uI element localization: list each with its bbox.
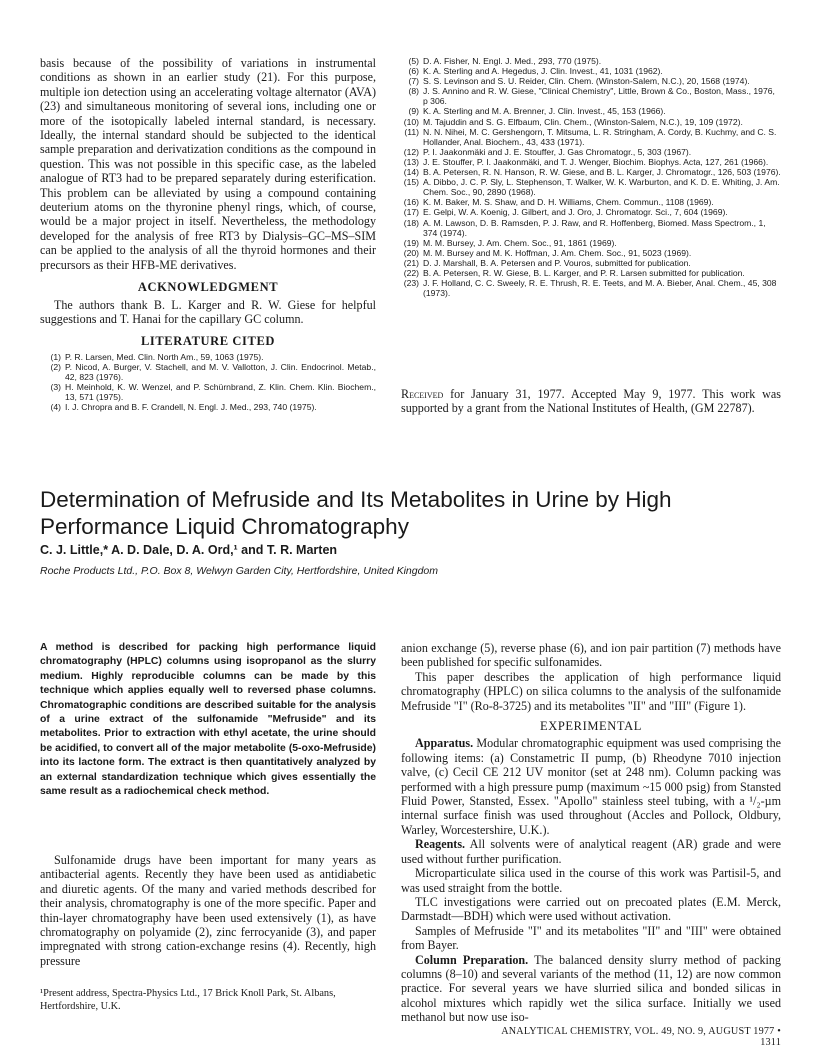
reference-item bbox=[398, 258, 782, 268]
reference-text: J. F. Holland, C. C. Sweely, R. E. Thrush, R. E. Teets, and M. A. Bieber, Anal. Chem., 45, 308 (1973). bbox=[423, 278, 777, 299]
reference-text: M. M. Bursey and M. K. Hoffman, J. Am. Chem. Soc., 91, 5023 (1969). bbox=[423, 247, 692, 258]
reference-item bbox=[398, 66, 782, 76]
reference-number: (10) bbox=[403, 116, 419, 127]
reference-text: K. M. Baker, M. S. Shaw, and D. H. Williams, Chem. Commun., 1108 (1969). bbox=[423, 197, 714, 208]
column-prep-text: The balanced density slurry method of packing columns (8–10) and several variants of the method (11, 12) are now common practice. For several years we have slurried silica and bonded silicas in alcohol mixtures which rapidly wet the silica surface. Initially we used methanol but now use iso- bbox=[401, 952, 781, 1025]
right-body-column bbox=[401, 641, 781, 1025]
reference-item bbox=[398, 268, 782, 278]
intro-column bbox=[40, 853, 376, 968]
reference-item bbox=[398, 207, 782, 217]
reference-text: M. Tajuddin and S. G. Elfbaum, Clin. Chem., (Winston-Salem, N.C.), 19, 109 (1972). bbox=[423, 116, 743, 127]
reference-number: (14) bbox=[403, 167, 419, 178]
reference-number: (4) bbox=[50, 402, 61, 413]
reference-text: K. A. Sterling and M. A. Brenner, J. Clin. Invest., 45, 153 (1966). bbox=[423, 106, 666, 117]
body-paragraph: basis because of the possibility of variations in instrumental conditions as shown in an earlier study (21). For this purpose, multiple ion detection using an accelerating voltage alternator (AVA) (23) and simultaneous monitoring of several ions, including one or more of the isotopically labeled internal standard, is necessary. Ideally, the internal standard should be subjected to the identical sample preparation and derivatization conditions as the compound in question. This was not possible in this specific case, as the labeled analogue of RT3 had to be prepared separately during esterification. This problem can be alleviated by using a compound containing deuterium atoms on the thyronine phenyl rings, which, of course, would be a major project in itself. Nevertheless, the methodology developed for the analysis of free RT3 by Dialysis–GC–MS–SIM can be applied to the analysis of all the thyroid hormones and their precursors as their HFB-ME derivatives. bbox=[40, 56, 376, 272]
reference-text: B. A. Petersen, R. N. Hanson, R. W. Giese, and B. L. Karger, J. Chromatogr., 126, 503 (1976). bbox=[423, 167, 781, 178]
reference-item bbox=[398, 218, 782, 238]
reference-number: (22) bbox=[403, 267, 419, 278]
column-prep-paragraph bbox=[401, 953, 781, 1025]
reference-text: D. A. Fisher, N. Engl. J. Med., 293, 770 (1975). bbox=[423, 56, 602, 66]
reference-number: (20) bbox=[403, 247, 419, 258]
footnote: ¹Present address, Spectra-Physics Ltd., 17 Brick Knoll Park, St. Albans, Hertfordshire, U.K. bbox=[40, 988, 336, 1012]
reference-number: (7) bbox=[408, 76, 419, 87]
reference-text: N. N. Nihei, M. C. Gershengorn, T. Mitsuma, L. R. Stringham, A. Cordy, B. Kuchmy, and C. S. Hollander, Anal. Biochem., 43, 433 (1971). bbox=[423, 126, 777, 147]
reference-number: (11) bbox=[404, 126, 419, 137]
reference-number: (8) bbox=[408, 86, 419, 97]
literature-cited-heading: LITERATURE CITED bbox=[140, 334, 276, 349]
apparatus-heading: Apparatus. bbox=[415, 736, 474, 751]
reference-item bbox=[398, 238, 782, 248]
reference-number: (3) bbox=[50, 382, 61, 392]
reference-number: (17) bbox=[403, 207, 419, 218]
received-text: for January 31, 1977. Accepted May 9, 1977. This work was supported by a grant from the National Institutes of Health, (GM 22787). bbox=[401, 387, 781, 416]
acknowledgment-text: The authors thank B. L. Karger and R. W. Giese for helpful suggestions and T. Hanai for the capillary GC column. bbox=[40, 297, 376, 326]
reference-number: (16) bbox=[403, 197, 419, 208]
reference-text: P. I. Jaakonmäki and J. E. Stouffer, J. Gas Chromatogr., 5, 303 (1967). bbox=[423, 146, 692, 157]
reference-text: H. Meinhold, K. W. Wenzel, and P. Schürnbrand, Z. Klin. Chem. Klin. Biochem., 13, 571 (1975). bbox=[65, 382, 376, 403]
reference-item bbox=[398, 127, 782, 147]
abstract: A method is described for packing high performance liquid chromatography (HPLC) columns using isopropanol as the slurry medium. Highly reproducible columns can be made by this technique which applies equally well to reversed phase columns. Chromatographic conditions are described suitable for the analysis of a urine extract of the sulfonamide "Mefruside" and its metabolites. Prior to extraction with ethyl acetate, the urine should be acidified, to convert all of the major metabolite (5-oxo-Mefruside) into its lactone form. The extract is then quantitatively analyzed by an external standardization technique which gives essentially the same result as a radiochemical check method. bbox=[40, 642, 376, 798]
reference-item bbox=[398, 157, 782, 167]
reference-list-left bbox=[40, 352, 376, 413]
reference-number: (9) bbox=[408, 106, 419, 117]
reference-text: P. Nicod, A. Burger, V. Stachell, and M. V. Vallotton, J. Clin. Endocrinol. Metab., 42, 823 (1976). bbox=[65, 361, 376, 382]
reference-item bbox=[40, 362, 376, 382]
reference-text: J. S. Annino and R. W. Giese, "Clinical Chemistry", Little, Brown & Co., Boston, Mass., 1976, p 306. bbox=[423, 86, 775, 107]
reagents-paragraph bbox=[401, 837, 781, 866]
intro-paragraph: Sulfonamide drugs have been important for many years as antibacterial agents. Recently they have been used as antidiabetic and diuretic agents. Of the many and varied methods described for their analysis, chromatography is one of the more specific. Paper and thin-layer chromatography have been used extensively (1), as have chromatography on polyamide (2), zinc ferrocyanide (3), and paper impregnated with strong cation-exchange resins (4). Recently, high pressure bbox=[40, 853, 376, 968]
reference-item bbox=[398, 177, 782, 197]
reference-number: (23) bbox=[403, 278, 419, 289]
reference-number: (1) bbox=[50, 351, 61, 362]
reference-text: A. Dibbo, J. C. P. Sly, L. Stephenson, T. Walker, W. K. Warburton, and K. D. E. Whiting, J. Am. Chem. Soc., 90, 2890 (1968). bbox=[423, 177, 780, 198]
reference-item bbox=[398, 167, 782, 177]
reference-number: (18) bbox=[403, 217, 419, 228]
apparatus-text: Modular chromatographic equipment was used comprising the following items: (a) Constametric II pump, (b) Rheodyne 7010 injection valve, (c) Cecil CE 212 UV monitor (set at 248 nm). Column packing was performed with a high pressure pump (maximum ~15 000 psig) from Stansted Fluid Power, Stansted, Essex. "Apollo" stainless steel tubing, with a ¹/₂-µm internal surface finish was used throughout (Accles and Pollock, Oldbury, Warley, Worcestershire, U.K.). bbox=[401, 736, 781, 837]
reference-item bbox=[40, 352, 376, 362]
apparatus-paragraph bbox=[401, 736, 781, 837]
article-affiliation: Roche Products Ltd., P.O. Box 8, Welwyn Garden City, Hertfordshire, United Kingdom bbox=[40, 565, 439, 577]
reference-number: (21) bbox=[403, 257, 419, 268]
reference-item bbox=[398, 248, 782, 258]
reference-number: (19) bbox=[403, 237, 419, 248]
reference-text: B. A. Petersen, R. W. Giese, B. L. Karger, and P. R. Larsen submitted for publication. bbox=[423, 267, 745, 278]
reference-text: A. M. Lawson, D. B. Ramsden, P. J. Raw, and R. Hoffenberg, Biomed. Mass Spectrom., 1, 374 (1974). bbox=[423, 217, 766, 238]
reference-number: (15) bbox=[403, 177, 419, 188]
reference-number: (12) bbox=[403, 146, 419, 157]
reference-text: D. J. Marshall, B. A. Petersen and P. Vouros, submitted for publication. bbox=[423, 257, 691, 268]
reference-item bbox=[40, 402, 376, 412]
reference-item bbox=[398, 56, 782, 66]
reference-number: (6) bbox=[408, 66, 419, 77]
reference-item bbox=[398, 106, 782, 116]
reference-item bbox=[40, 382, 376, 402]
reference-item bbox=[398, 117, 782, 127]
received-note bbox=[401, 387, 781, 416]
reference-text: S. S. Levinson and S. U. Reider, Clin. Chem. (Winston-Salem, N.C.), 20, 1568 (1974). bbox=[423, 76, 750, 87]
reference-list-right bbox=[398, 56, 782, 298]
reagents-heading: Reagents. bbox=[415, 837, 466, 852]
reference-text: I. J. Chropra and B. F. Crandell, N. Engl. J. Med., 293, 740 (1975). bbox=[65, 402, 317, 413]
acknowledgment-heading: ACKNOWLEDGMENT bbox=[137, 280, 279, 295]
received-label: Received bbox=[401, 387, 444, 401]
reference-item bbox=[398, 278, 782, 298]
column-prep-heading: Column Preparation. bbox=[415, 952, 529, 967]
reference-text: J. E. Stouffer, P. I. Jaakonmäki, and T. J. Wenger, Biochim. Biophys. Acta, 127, 261 (1966). bbox=[423, 156, 769, 167]
reference-item bbox=[398, 147, 782, 157]
body-paragraph: This paper describes the application of high performance liquid chromatography (HPLC) on silica columns to the analysis of the sulfonamide Mefruside "I" (Ro-8-3725) and its metabolites "II" and "III" (Figure 1). bbox=[401, 669, 781, 713]
body-paragraph: Microparticulate silica used in the course of this work was Partisil-5, and was used straight from the bottle. bbox=[401, 866, 781, 895]
reference-item bbox=[398, 76, 782, 86]
body-paragraph: anion exchange (5), reverse phase (6), and ion pair partition (7) methods have been published for specific sulfonamides. bbox=[401, 641, 781, 670]
reference-text: P. R. Larsen, Med. Clin. North Am., 59, 1063 (1975). bbox=[65, 351, 264, 362]
reference-text: K. A. Sterling and A. Hegedus, J. Clin. Invest., 41, 1031 (1962). bbox=[423, 66, 663, 77]
page-footer: ANALYTICAL CHEMISTRY, VOL. 49, NO. 9, AUGUST 1977 • 1311 bbox=[501, 1026, 781, 1048]
top-left-column bbox=[40, 56, 376, 412]
reference-number: (5) bbox=[408, 56, 419, 66]
reference-number: (2) bbox=[50, 361, 61, 372]
reference-text: E. Gelpi, W. A. Koenig, J. Gilbert, and J. Oro, J. Chromatogr. Sci., 7, 604 (1969). bbox=[423, 207, 728, 218]
reference-item bbox=[398, 197, 782, 207]
experimental-heading: EXPERIMENTAL bbox=[539, 719, 643, 734]
body-paragraph: TLC investigations were carried out on precoated plates (E.M. Merck, Darmstadt—BDH) which were used without activation. bbox=[401, 894, 781, 924]
reference-text: M. M. Bursey, J. Am. Chem. Soc., 91, 1861 (1969). bbox=[423, 237, 617, 248]
reagents-text: All solvents were of analytical reagent (AR) grade and were used without further purification. bbox=[401, 837, 781, 866]
article-authors: C. J. Little,* A. D. Dale, D. A. Ord,¹ and T. R. Marten bbox=[40, 543, 338, 557]
reference-number: (13) bbox=[403, 156, 419, 167]
reference-item bbox=[398, 86, 782, 106]
article-title: Determination of Mefruside and Its Metabolites in Urine by High Performance Liquid Chromatography bbox=[40, 487, 672, 539]
body-paragraph: Samples of Mefruside "I" and its metabolites "II" and "III" were obtained from Bayer. bbox=[401, 923, 781, 953]
